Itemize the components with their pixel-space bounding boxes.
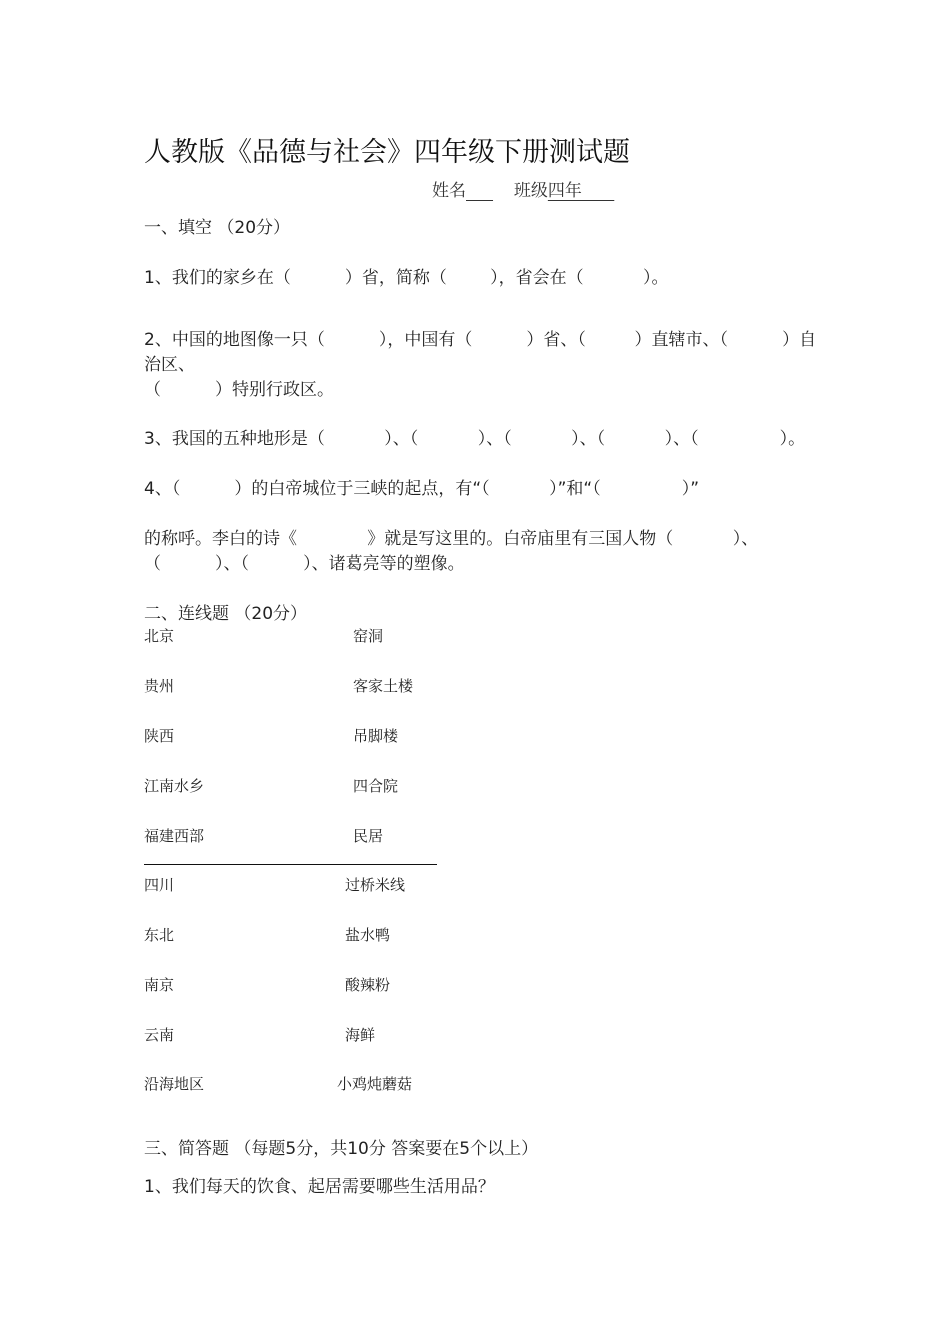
match-right-item: 过桥米线 [345, 876, 406, 894]
name-blank [466, 181, 493, 201]
group-divider [144, 864, 437, 865]
match-right-item: 酸辣粉 [345, 976, 391, 994]
fill-question-2-line2: 治区、 [144, 355, 195, 375]
match-right-item: 吊脚楼 [353, 727, 399, 745]
match-left-item: 云南 [144, 1026, 175, 1044]
match-right-item: 盐水鸭 [345, 926, 391, 944]
fill-question-2-line1: 2、中国的地图像一只（ ），中国有（ ）省、（ ）直辖市、（ ）自 [144, 330, 817, 350]
match-left-item: 四川 [144, 876, 175, 894]
match-left-item: 北京 [144, 627, 175, 645]
name-label: 姓名 [432, 181, 466, 201]
match-left-item: 沿海地区 [144, 1075, 205, 1093]
match-right-item: 海鲜 [345, 1026, 376, 1044]
fill-question-4-line2: 的称呼。李白的诗《 》就是写这里的。白帝庙里有三国人物（ ）、 [144, 529, 759, 549]
match-right-item: 窑洞 [353, 627, 384, 645]
match-left-item: 南京 [144, 976, 175, 994]
section3-heading: 三、简答题 （每题5分，共10分 答案要在5个以上） [144, 1139, 539, 1159]
match-left-item: 福建西部 [144, 827, 205, 845]
section1-heading: 一、填空 （20分） [144, 218, 291, 238]
class-value: 四年 [547, 181, 615, 201]
match-left-item: 江南水乡 [144, 777, 205, 795]
fill-question-4-line1: 4、（ ）的白帝城位于三峡的起点，有“（ ）”和“（ ）” [144, 479, 700, 499]
page-title: 人教版《品德与社会》四年级下册测试题 [144, 137, 630, 168]
fill-question-1: 1、我们的家乡在（ ）省，简称（ ），省会在（ ）。 [144, 268, 669, 288]
match-right-item: 民居 [353, 827, 384, 845]
class-label: 班级 [513, 181, 548, 201]
match-left-item: 贵州 [144, 677, 175, 695]
fill-question-3: 3、我国的五种地形是（ ）、（ ）、（ ）、（ ）、（ ）。 [144, 429, 806, 449]
short-answer-question-1: 1、我们每天的饮食、起居需要哪些生活用品？ [144, 1177, 495, 1197]
fill-question-4-line3: （ ）、（ ）、诸葛亮等的塑像。 [144, 554, 465, 574]
match-right-item: 客家土楼 [353, 677, 414, 695]
student-info [432, 176, 614, 201]
match-left-item: 东北 [144, 926, 175, 944]
section2-heading: 二、连线题 （20分） [144, 604, 308, 624]
match-left-item: 陕西 [144, 727, 175, 745]
fill-question-2-line3: （ ）特别行政区。 [144, 380, 335, 400]
match-right-item: 小鸡炖蘑菇 [337, 1075, 413, 1093]
match-right-item: 四合院 [353, 777, 399, 795]
